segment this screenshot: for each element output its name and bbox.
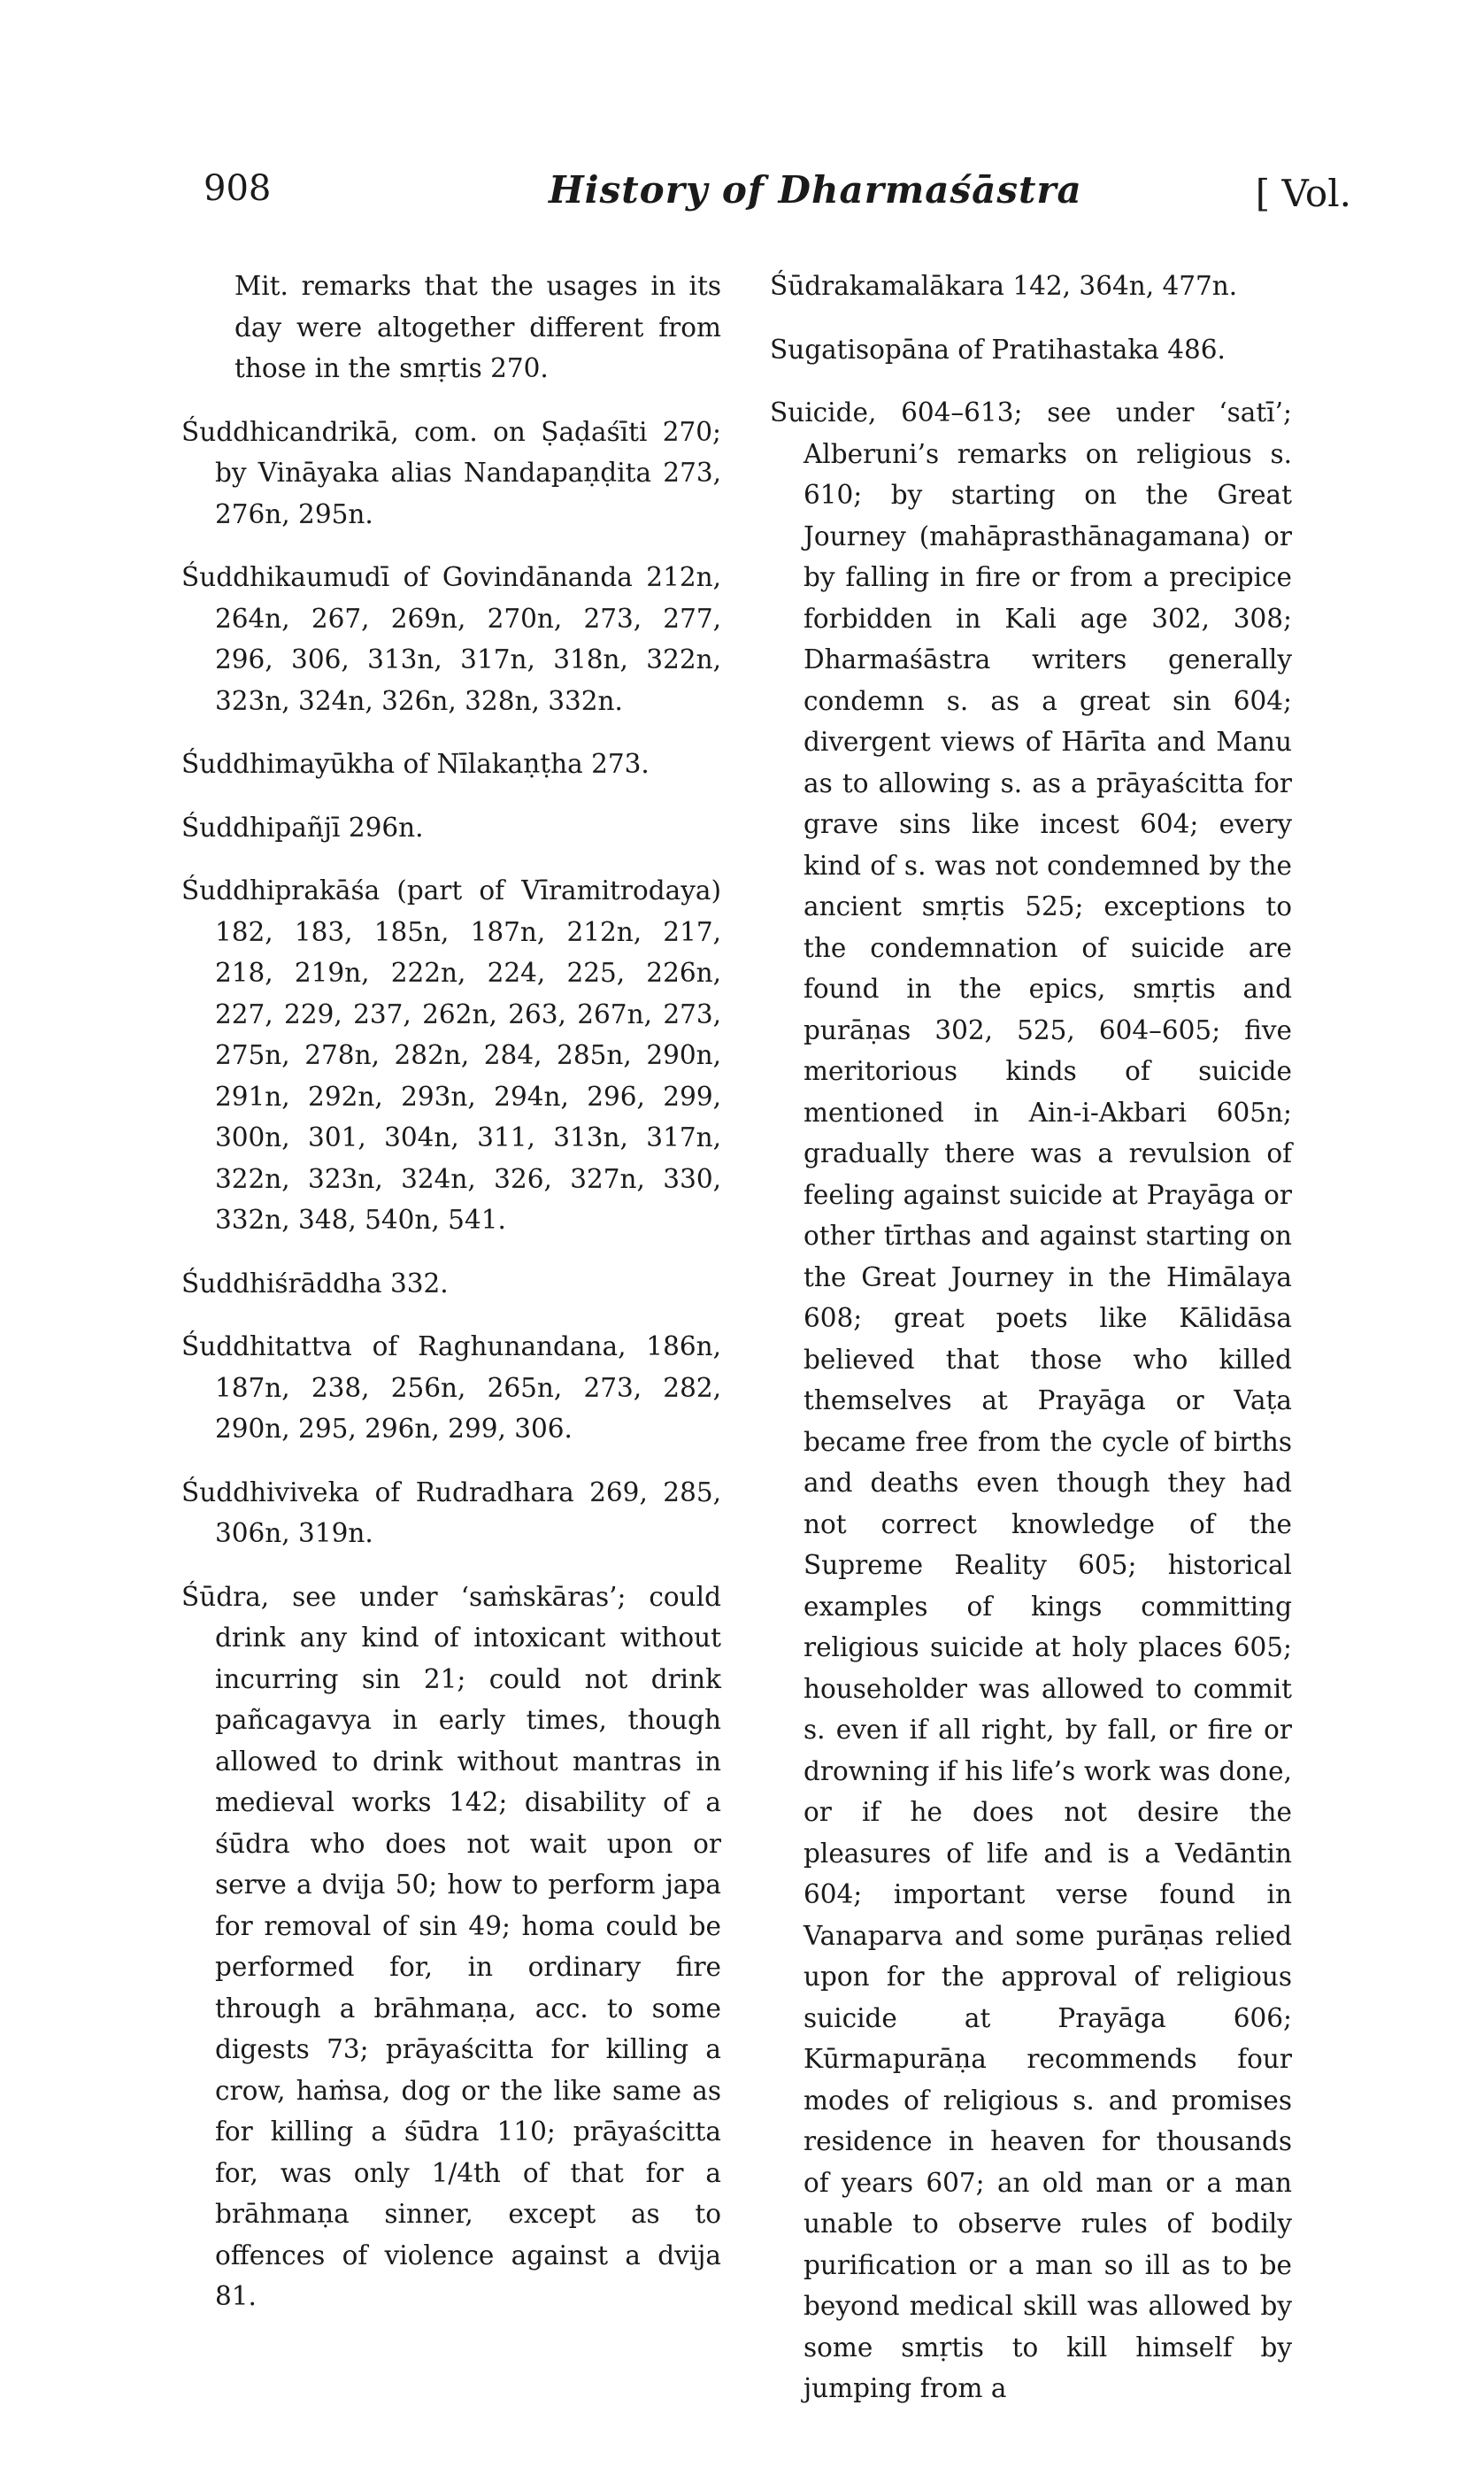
index-entry: Śuddhikaumudī of Govindānanda 212n, 264n, 267, 269n, 270n, 273, 277, 296, 306, 313n, 317n, 318n, 322n, 323n, 324n, 326n, 328n, 332n.	[181, 562, 721, 716]
index-entry: Suicide, 604–613; see under ‘satī’; Alberuni’s remarks on religious s. 610; by starting on the Great Journey (mahāprasthānagamana) or by falling in fire or from a precipice forbidden in Kali age 302, 308; Dharmaśāstra writers generally condemn s. as a great sin 604; divergent views of Hārīta and Manu as to allowing s. as a prāyaścitta for grave sins like incest 604; every kind of s. was not condemned by the ancient smṛtis 525; exceptions to the condemnation of suicide are found in the epics, smṛtis and purāṇas 302, 525, 604–605; five meritorious kinds of suicide mentioned in Ain-i-Akbari 605n; gradually there was a revulsion of feeling against suicide at Prayāga or other tīrthas and against starting on the Great Journey in the Himālaya 608; great poets like Kālidāsa believed that those who killed themselves at Prayāga or Vaṭa became free from the cycle of births and deaths even though they had not correct knowledge of the Supreme Reality 605; historical examples of kings committing religious suicide at holy places 605; householder was allowed to commit s. even if all right, by fall, or fire or drowning if his life’s work was done, or if he does not desire the pleasures of life and is a Vedāntin 604; important verse found in Vanaparva and some purāṇas relied upon for the approval of religious suicide at Prayāga 606; Kūrmapurāṇa recommends four modes of religious s. and promises residence in heaven for thousands of years 607; an old man or a man unable to observe rules of bodily purification or a man so ill as to be beyond medical skill was allowed by some smṛtis to kill himself by jumping from a	[770, 397, 1292, 2403]
left-column	[181, 266, 721, 2340]
index-entry: Śūdra, see under ‘saṁskāras’; could drink any kind of intoxicant without incurring sin 21; could not drink pañcagavya in early times, though allowed to drink without mantras in medieval works 142; disability of a śūdra who does not wait upon or serve a dvija 50; how to perform japa for removal of sin 49; homa could be performed for, in ordinary fire through a brāhmaṇa, acc. to some digests 73; prāyaścitta for killing a crow, haṁsa, dog or the like same as for killing a śūdra 110; prāyaścitta for, was only 1/4th of that for a brāhmaṇa sinner, except as to offences of violence against a dvija 81.	[181, 1581, 721, 2311]
running-title: History of Dharmaśāstra	[549, 168, 1082, 212]
right-column	[770, 266, 1292, 2432]
index-entry: Śūdrakamalākara 142, 364n, 477n.	[770, 271, 1238, 301]
index-entry: Śuddhiśrāddha 332.	[181, 1268, 449, 1299]
volume-marker: [ Vol.	[1255, 172, 1351, 215]
index-entry: Śuddhimayūkha of Nīlakaṇṭha 273.	[181, 749, 650, 779]
index-entry-continuation: Mit. remarks that the usages in its day were altogether different from those in the smṛtis 270.	[235, 271, 721, 383]
index-entry: Śuddhicandrikā, com. on Ṣaḍaśīti 270; by Vināyaka alias Nandapaṇḍita 273, 276n, 295n.	[181, 416, 721, 529]
index-entry: Śuddhitattva of Raghunandana, 186n, 187n, 238, 256n, 265n, 273, 282, 290n, 295, 296n, 299, 306.	[181, 1331, 721, 1444]
page-number: 908	[204, 168, 272, 209]
index-entry: Śuddhiprakāśa (part of Vīramitrodaya) 182, 183, 185n, 187n, 212n, 217, 218, 219n, 222n, 224, 225, 226n, 227, 229, 237, 262n, 263, 267n, 273, 275n, 278n, 282n, 284, 285n, 290n, 291n, 292n, 293n, 294n, 296, 299, 300n, 301, 304n, 311, 313n, 317n, 322n, 323n, 324n, 326, 327n, 330, 332n, 348, 540n, 541.	[181, 875, 721, 1235]
index-entry: Śuddhiviveka of Rudradhara 269, 285, 306n, 319n.	[181, 1476, 721, 1548]
page-header	[204, 168, 1351, 230]
index-entry: Sugatisopāna of Pratihastaka 486.	[770, 334, 1226, 365]
index-entry: Śuddhipañjī 296n.	[181, 812, 424, 843]
